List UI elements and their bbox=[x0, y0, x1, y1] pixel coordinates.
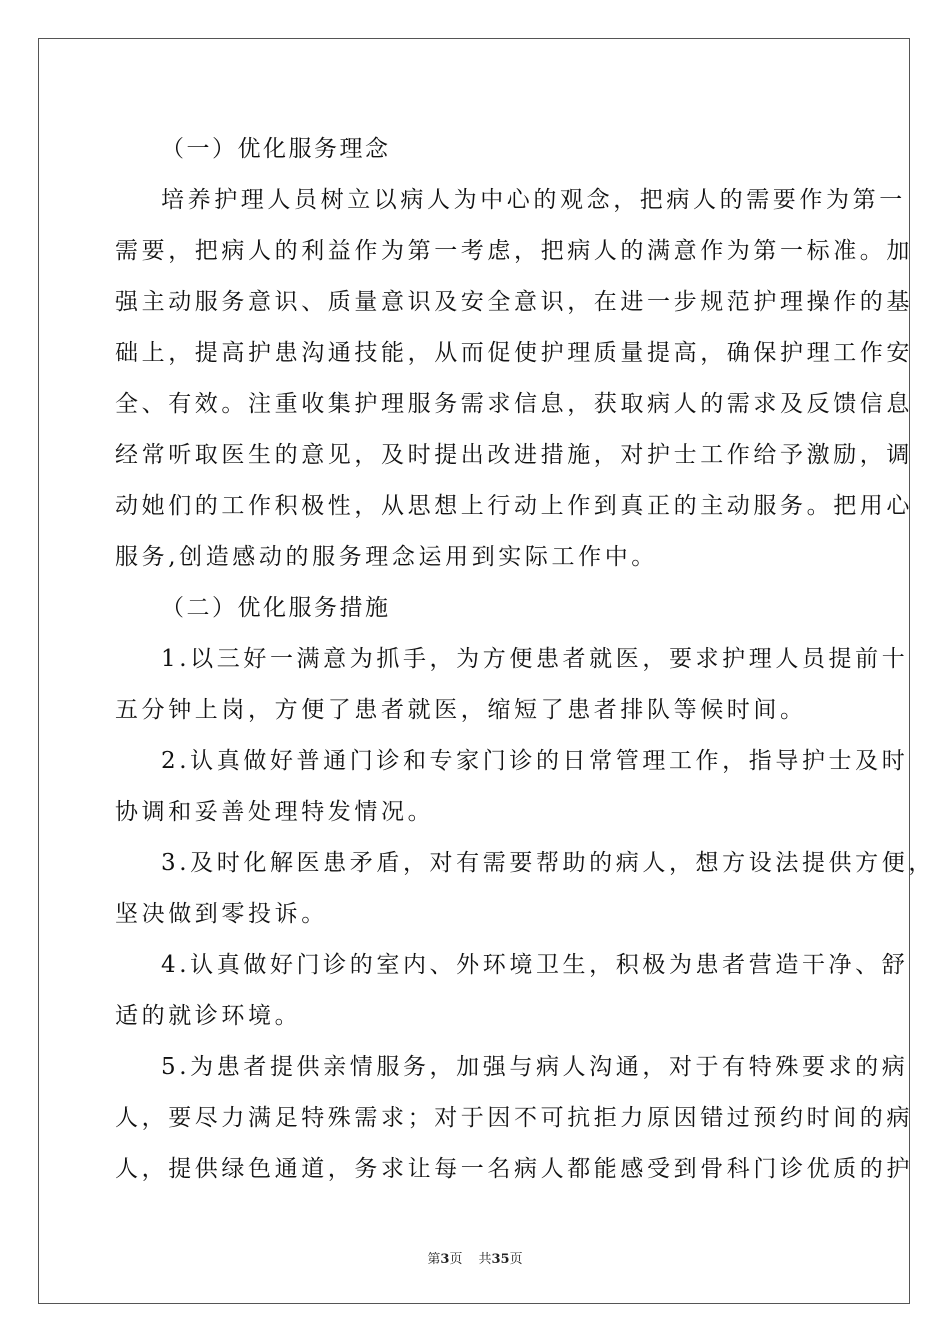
list-item-line: 2.认真做好普通门诊和专家门诊的日常管理工作，指导护士及时 bbox=[161, 748, 909, 774]
paragraph-line: 础上，提高护患沟通技能，从而促使护理质量提高，确保护理工作安 bbox=[115, 340, 913, 366]
list-item-line: 4.认真做好门诊的室内、外环境卫生，积极为患者营造干净、舒 bbox=[161, 952, 909, 978]
total-pages: 35 bbox=[491, 1252, 510, 1267]
total-suffix: 页 bbox=[509, 1252, 523, 1267]
list-item-line: 坚决做到零投诉。 bbox=[115, 901, 328, 927]
page-prefix: 第 bbox=[427, 1252, 441, 1267]
paragraph-line: 服务,创造感动的服务理念运用到实际工作中。 bbox=[115, 544, 658, 570]
document-body bbox=[115, 124, 935, 1195]
list-item-line: 人，提供绿色通道，务求让每一名病人都能感受到骨科门诊优质的护 bbox=[115, 1156, 913, 1182]
list-item-line: 适的就诊环境。 bbox=[115, 1003, 302, 1029]
page-number: 3 bbox=[440, 1252, 450, 1267]
list-item-line: 3.及时化解医患矛盾，对有需要帮助的病人，想方设法提供方便， bbox=[161, 850, 935, 876]
paragraph-line: 动她们的工作积极性，从思想上行动上作到真正的主动服务。把用心 bbox=[115, 493, 913, 519]
list-item-line: 1.以三好一满意为抓手，为方便患者就医，要求护理人员提前十 bbox=[161, 646, 909, 672]
paragraph-line: 全、有效。注重收集护理服务需求信息，获取病人的需求及反馈信息 bbox=[115, 391, 913, 417]
list-item-line: 5.为患者提供亲情服务，加强与病人沟通，对于有特殊要求的病 bbox=[161, 1054, 909, 1080]
list-item-line: 五分钟上岗，方便了患者就医，缩短了患者排队等候时间。 bbox=[115, 697, 807, 723]
list-item-line: 人，要尽力满足特殊需求；对于因不可抗拒力原因错过预约时间的病 bbox=[115, 1105, 913, 1131]
total-prefix: 共 bbox=[478, 1252, 492, 1267]
paragraph-line: 经常听取医生的意见，及时提出改进措施，对护士工作给予激励，调 bbox=[115, 442, 913, 468]
page-suffix: 页 bbox=[449, 1252, 463, 1267]
paragraph-line: 培养护理人员树立以病人为中心的观念，把病人的需要作为第一 bbox=[161, 187, 906, 213]
page-footer bbox=[0, 1248, 950, 1267]
section-heading: （一）优化服务理念 bbox=[161, 136, 391, 162]
paragraph-line: 需要，把病人的利益作为第一考虑，把病人的满意作为第一标准。加 bbox=[115, 238, 913, 264]
paragraph-line: 强主动服务意识、质量意识及安全意识，在进一步规范护理操作的基 bbox=[115, 289, 913, 315]
section-heading: （二）优化服务措施 bbox=[161, 595, 391, 621]
list-item-line: 协调和妥善处理特发情况。 bbox=[115, 799, 435, 825]
